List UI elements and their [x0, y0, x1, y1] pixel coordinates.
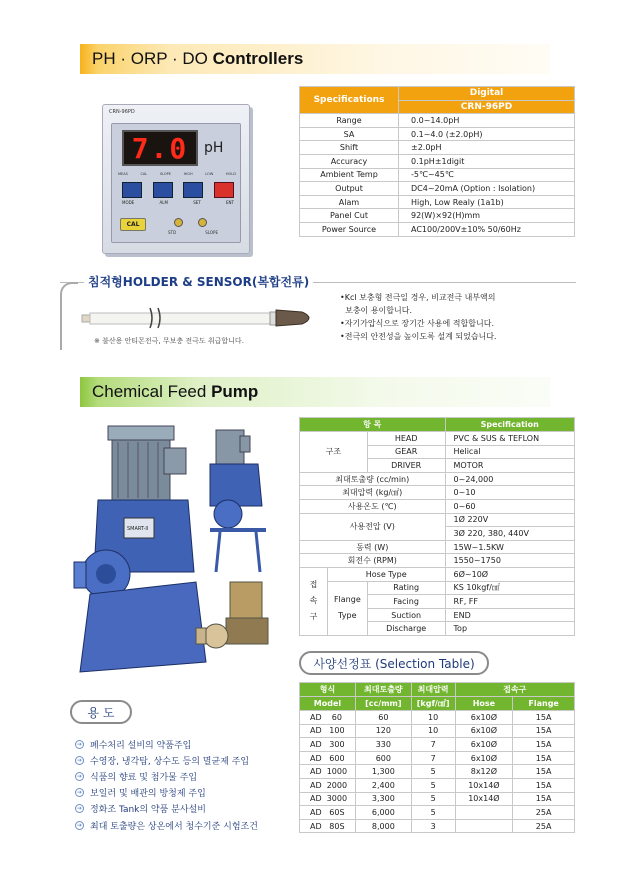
table-row: SA 0.1~4.0 (±2.0pH) [300, 127, 575, 141]
bottom-labels: STD SLOPE [168, 230, 218, 235]
list-item: ➔ 보일러 및 배관의 방청제 주입 [76, 789, 206, 800]
table-row: Facing RF, FF [300, 595, 575, 609]
list-item: ➔ 수영장, 냉각탑, 상수도 등의 멸균제 주입 [76, 756, 250, 767]
holder-small-note: ※ 불산용 안티몬전극, 무보충 전극도 취급합니다. [94, 337, 244, 345]
spec-header-label: Specifications [300, 87, 399, 114]
table-row: Discharge Top [300, 622, 575, 636]
spec-header-model: CRN-96PD [399, 100, 575, 114]
flange [74, 562, 86, 588]
table-row: AD 1000 1,300 5 8x12Ø 15A [300, 765, 575, 779]
table-row: Accuracy 0.1pH±1digit [300, 154, 575, 168]
pump-spec-table [299, 417, 575, 636]
cal-button[interactable]: CAL [120, 218, 146, 231]
table-row: 사용온도 (℃) 0~60 [300, 499, 575, 513]
holder-title: 침적형HOLDER & SENSOR(복합전류) [84, 273, 313, 290]
table-row: Panel Cut 92(W)×92(H)mm [300, 209, 575, 223]
section-header-pump [80, 377, 550, 407]
arrow-circle-icon: ➔ [76, 789, 83, 797]
arrow-circle-icon: ➔ [76, 772, 83, 780]
slope-knob[interactable] [198, 218, 207, 227]
probe-tip [276, 310, 309, 326]
table-row: Shift ±2.0pH [300, 141, 575, 155]
table-row: Range 0.0~14.0pH [300, 114, 575, 128]
lcd-display [122, 130, 198, 166]
table-row: Suction END [300, 608, 575, 622]
pump-base [80, 582, 206, 672]
table-row: Flange Type Rating KS 10kgf/㎠ [300, 581, 575, 595]
table-row: DRIVER MOTOR [300, 459, 575, 473]
table-row: Output DC4~20mA (Option : Isolation) [300, 182, 575, 196]
name-plate-text: SMART-II [127, 526, 149, 532]
list-item: 보충이 용이합니다. [340, 306, 412, 315]
arrow-circle-icon: ➔ [76, 805, 83, 813]
table-row: 회전수 (RPM) 1550~1750 [300, 554, 575, 568]
section-title: Chemical Feed Pump [92, 382, 259, 401]
probe-cap [82, 315, 90, 322]
controller-device [102, 104, 250, 254]
button-row [122, 182, 234, 198]
table-row: Power Source AC100/200V±10% 50/60Hz [300, 222, 575, 236]
spec-header-digital: Digital [399, 87, 575, 101]
table-row: AD 60S 6,000 5 25A [300, 806, 575, 820]
uses-list [75, 736, 258, 833]
table-row: AD 600 600 7 6x10Ø 15A [300, 751, 575, 765]
controller-spec-table [299, 86, 575, 237]
pump-header-spec: Specification [445, 418, 574, 432]
alm-button[interactable] [153, 182, 173, 198]
table-row: AD 80S 8,000 3 25A [300, 819, 575, 833]
list-item: ➔ 정화조 Tank의 약품 분사설비 [76, 805, 206, 816]
holder-frame [60, 282, 78, 350]
table-row: 동력 (W) 15W~1.5KW [300, 540, 575, 554]
table-row: 접 속 구 Hose Type 6Ø~10Ø [300, 567, 575, 581]
table-row: 구조 HEAD PVC & SUS & TEFLON [300, 432, 575, 446]
ent-button[interactable] [214, 182, 234, 198]
list-item: ➔ 최대 토출량은 상온에서 청수기준 시험조건 [76, 821, 258, 832]
list-item: ➔ 식품의 향료 및 첨가물 주입 [76, 772, 198, 783]
pump-illustration [70, 422, 285, 684]
list-item: •Kcl 보충형 전극일 경우, 비교전극 내부액의 [340, 293, 496, 302]
sensor-probe [80, 302, 320, 334]
list-item: •전극의 안전성을 높이도록 설계 되었습니다. [340, 332, 497, 341]
table-row: AD 100 120 10 6x10Ø 15A [300, 724, 575, 738]
set-button[interactable] [183, 182, 203, 198]
probe-body [90, 313, 270, 324]
button-label-row: MODE ALM SET ENT [122, 200, 234, 205]
arrow-circle-icon: ➔ [76, 756, 83, 764]
std-knob[interactable] [174, 218, 183, 227]
probe-collar [270, 312, 276, 325]
arrow-circle-icon: ➔ [76, 821, 83, 829]
selection-table: 형식 최대토출량 최대압력 접속구 Model [cc/mm] [kgf/㎠] Hose Flange AD 60 60 10 6x10Ø 15A AD 100 120 10 6x10Ø 15A AD 300 330 7 6x10Ø 15A AD 600 600 7 6x10Ø 15A AD 1000 1,300 5 8x12Ø 15A AD 2000 2,400 5 10x14Ø 15A AD 3000 3,300 5 10x14Ø 15A AD 60S 6,000 5 25A AD 80S 8,000 3 25A [299, 682, 575, 833]
mode-button[interactable] [122, 182, 142, 198]
uses-pill: 용 도 [70, 700, 132, 724]
pump-header-item: 항 목 [300, 418, 446, 432]
table-row: Ambient Temp -5℃~45℃ [300, 168, 575, 182]
table-row: 3Ø 220, 380, 440V [300, 527, 575, 541]
table-row: GEAR Helical [300, 445, 575, 459]
list-item: ➔ 폐수처리 설비의 약품주입 [76, 740, 192, 751]
motor-fins [112, 438, 170, 500]
table-row: 최대토출량 (cc/min) 0~24,000 [300, 472, 575, 486]
section-title: PH · ORP · DO Controllers [92, 49, 304, 68]
display-unit: pH [204, 140, 224, 156]
display-value: 7.0 [131, 131, 189, 165]
list-item: •자기가압식으로 장기간 사용에 적합합니다. [340, 319, 494, 328]
section-header-controllers [80, 44, 550, 74]
table-row: AD 2000 2,400 5 10x14Ø 15A [300, 778, 575, 792]
table-row: AD 3000 3,300 5 10x14Ø 15A [300, 792, 575, 806]
holder-notes [340, 292, 565, 344]
table-row: AD 60 60 10 6x10Ø 15A [300, 711, 575, 725]
table-row: Alam High, Low Realy (1a1b) [300, 195, 575, 209]
device-model-label: CRN-96PD [109, 109, 135, 115]
table-row: 사용전압 (V) 1Ø 220V [300, 513, 575, 527]
arrow-circle-icon: ➔ [76, 740, 83, 748]
table-row: 최대압력 (kg/㎠) 0~10 [300, 486, 575, 500]
device-panel [111, 123, 241, 243]
selection-table-pill: 사양선정표 (Selection Table) [299, 651, 489, 675]
table-row: AD 300 330 7 6x10Ø 15A [300, 738, 575, 752]
indicator-row: MEAS CAL SLOPE HIGH LOW HOLD [118, 172, 236, 176]
